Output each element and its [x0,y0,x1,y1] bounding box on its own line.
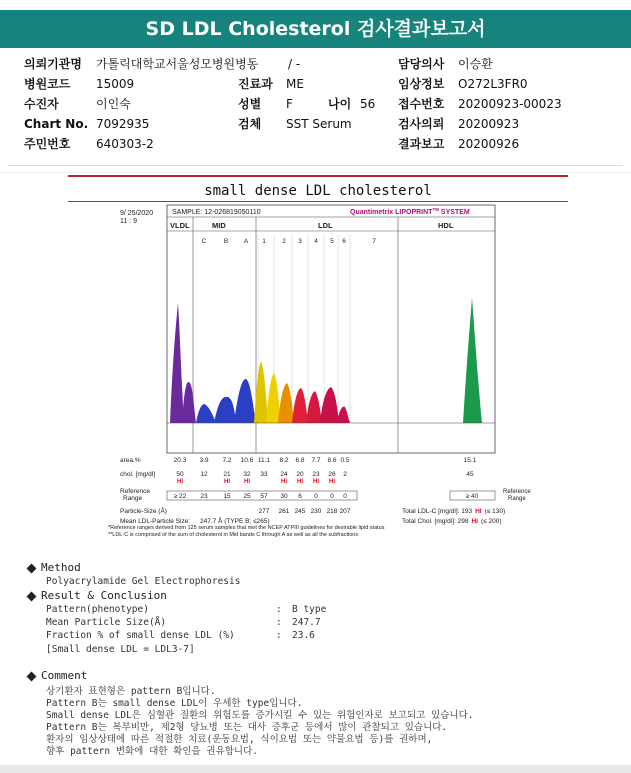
id-label: 주민번호 [24,137,71,151]
dept-value: ME [286,77,304,91]
row-label-mean: Mean LDL-Particle Size: [120,518,191,525]
hi-flag: HI [224,479,230,485]
ref-value: 0 [330,493,334,500]
method-heading: Method [41,561,81,574]
comment-heading: Comment [41,669,88,682]
clinical-label: 임상정보 [398,77,445,91]
comment-line: Pattern B는 small dense LDL이 우세한 type입니다. [46,698,303,709]
org-label: 의뢰기관명 [24,57,82,71]
particle-size: 230 [310,508,322,515]
lipoprint-figure [0,173,631,543]
peak-ldl2 [278,383,294,423]
area-value: 11.1 [257,457,271,464]
specimen-label: 검체 [238,117,262,131]
chart-label: Chart No. [24,117,89,131]
chol-value: 33 [260,471,268,478]
chol-value: 24 [280,471,288,478]
result-heading: Result & Conclusion [41,589,167,602]
total-ldl-text: Total LDL-C [mg/dl]: 193 [402,508,473,515]
ref-value: ≥ 40 [465,493,479,500]
sub-band-label: 5 [330,238,334,245]
sub-band-label: C [201,238,207,245]
patient-value: 이인숙 [96,97,131,111]
divider [8,165,623,166]
peak-mid-b [214,397,236,423]
request-label: 검사의뢰 [398,117,445,131]
total-ldl [402,508,505,515]
sub-band-label: 2 [282,238,286,245]
result-note: [Small dense LDL = LDL3-7] [46,644,195,655]
report-date-label: 결과보고 [398,137,445,151]
peak-ldl5 [320,387,339,423]
brand-tm: TM [432,207,439,212]
sub-band-label: 4 [314,238,318,245]
chol-value: 23 [312,471,320,478]
brand-name [350,207,470,216]
ref-right2: Range [508,496,526,502]
sub-band-label: 6 [342,238,346,245]
value-rows [174,457,479,515]
ref-value: 15 [223,493,231,500]
bullet-icon [27,671,37,681]
sex-value: F [286,97,293,111]
receipt-value: 20200923-00023 [458,97,562,111]
chol-value: 21 [223,471,231,478]
footnote-1: *Reference ranges derived from 125 serum samples that met the NCEP ATPIII guidelines for desirable lipid status [108,525,385,531]
ref-value: 25 [243,493,251,500]
area-value: 8.6 [327,457,337,464]
ref-value: 57 [260,493,268,500]
area-value: 15.1 [463,457,477,464]
report-header [0,10,631,48]
brand-tail: SYSTEM [438,209,470,216]
report-body [0,172,631,767]
hi-flag: HI [329,479,335,485]
peak-ldl6 [337,407,350,423]
doctor-value: 이승환 [458,57,493,71]
ref-value: 23 [200,493,208,500]
result-colon: : [276,630,282,641]
row-label-particle: Particle-Size (Å) [120,508,167,515]
row-label-chol: chol. [mg/dl] [120,471,156,478]
bullet-icon [27,563,37,573]
ref-value: 0 [314,493,318,500]
sub-band-label: B [223,238,229,245]
result-key: Fraction % of small dense LDL (%) [46,630,235,641]
particle-size: 245 [294,508,306,515]
comment-line: 향후 pattern 변화에 대한 확인을 권유합니다. [46,746,259,757]
specimen-value: SST Serum [286,117,352,131]
patient-label: 수진자 [24,97,59,111]
particle-size: 261 [278,508,290,515]
doctor-label: 담당의사 [398,57,445,71]
result-value: B type [292,604,327,615]
result-value: 247.7 [292,617,321,628]
print-time: 11 : 9 [120,218,137,225]
band-ldl: LDL [318,221,333,230]
brand-main: Quantimetrix LIPOPRINT [350,209,433,216]
method-text: Polyacrylamide Gel Electrophoresis [46,576,241,587]
comment-line: 환자의 임상상태에 따른 적절한 치료(운동요법, 식이요법 또는 약물요법 등)를 권하며, [46,734,433,745]
total-chol-ref: (≤ 200) [480,518,502,525]
chol-value: 50 [176,471,184,478]
ref-value: 6 [298,493,302,500]
sub-band-label: 3 [298,238,302,245]
print-date: 9/ 25/2020 [120,210,154,217]
total-ldl-ref: (≤ 130) [484,508,506,515]
ref-value: ≥ 22 [173,493,187,500]
area-value: 0.5 [340,457,350,464]
row-label-ref2: Range [123,495,143,502]
title-bar-top [68,175,568,177]
total-ldl-flag: HI [475,508,482,515]
sample-id: SAMPLE: 12-026819050110 [172,209,261,216]
chart-value: 7092935 [96,117,150,131]
area-value: 6.8 [295,457,305,464]
chol-value: 20 [296,471,304,478]
result-colon: : [276,604,282,615]
area-value: 7.7 [311,457,321,464]
result-colon: : [276,617,282,628]
hi-flag: HI [244,479,250,485]
ref-right: Reference [503,489,531,495]
comment-line: Pattern B는 복부비만, 제2형 당뇨병 또는 대사 증후군 등에서 많이 관찰되고 있습니다. [46,722,448,733]
receipt-label: 접수번호 [398,97,445,111]
area-value: 7.2 [222,457,232,464]
peak-ldl3 [292,388,308,423]
hospital-code-label: 병원코드 [24,77,71,91]
total-chol [402,518,502,525]
peak-vldl [170,303,184,423]
particle-size: 277 [258,508,270,515]
title-bar-bottom [68,201,568,202]
chol-value: 32 [243,471,251,478]
footer-bar [0,765,631,773]
sex-label: 성별 [238,97,262,111]
electropherogram [170,298,482,423]
chol-value: 45 [466,471,474,478]
report-date-value: 20200926 [458,137,520,151]
hi-flag: HI [313,479,319,485]
peak-ldl1b [266,373,280,423]
ref-value: 0 [343,493,347,500]
result-section [28,589,167,602]
band-hdl: HDL [438,221,454,230]
org-extra: / - [288,57,301,71]
hi-flag: HI [177,479,183,485]
sub-band-label: 1 [262,238,266,245]
total-chol-flag: HI [471,518,478,525]
area-value: 10.6 [240,457,254,464]
particle-size: 207 [339,508,351,515]
area-value: 8.2 [279,457,289,464]
method-section [28,561,81,574]
request-value: 20200923 [458,117,520,131]
area-value: 3.9 [199,457,209,464]
ref-value: 30 [280,493,288,500]
age-label: 나이 [328,97,352,111]
comment-line: Small dense LDL은 심혈관 질환의 위험도를 증가시킬 수 있는 위험인자로 보고되고 있습니다. [46,710,474,721]
sub-band-label: 7 [372,238,376,245]
chol-value: 26 [328,471,336,478]
bullet-icon [27,591,37,601]
age-value: 56 [360,97,376,111]
figure-title: small dense LDL cholesterol [204,183,432,199]
band-vldl: VLDL [170,221,190,230]
peak-mid-c [196,404,216,423]
comment-section [28,669,87,682]
hospital-code-value: 15009 [96,77,135,91]
row-label-area: area.% [120,457,141,464]
dept-label: 진료과 [238,77,273,91]
id-value: 640303-2 [96,137,154,151]
result-key: Mean Particle Size(Å) [46,617,167,628]
chol-value: 12 [200,471,208,478]
report-title: SD LDL Cholesterol 검사결과보고서 [145,18,486,40]
chol-value: 2 [343,471,347,478]
comment-line: 상기환자 표현형은 pattern B입니다. [46,686,216,697]
mean-size: 247.7 Å (TYPE B; ≤265) [200,518,270,525]
hi-flag: HI [297,479,303,485]
area-value: 20.3 [173,457,187,464]
peak-vldl-tail [182,382,196,423]
peak-mid-a [234,379,256,423]
peak-ldl4 [306,391,322,423]
org-value: 가톨릭대학교서울성모병원병동 [96,57,259,71]
row-label-ref: Reference [120,488,150,495]
clinical-value: O272L3FR0 [458,77,528,91]
total-chol-text: Total Chol. [mg/dl]: 298 [402,518,469,525]
band-mid: MID [212,221,226,230]
sub-band-label: A [243,238,249,245]
result-value: 23.6 [292,630,315,641]
peak-hdl [463,298,482,423]
result-key: Pattern(phenotype) [46,604,149,615]
hi-flag: HI [281,479,287,485]
particle-size: 218 [326,508,338,515]
footnote-2: **LDL-C is comprised of the sum of cholesterol in Mid bands C through A as well as all the subfractions [108,532,359,538]
